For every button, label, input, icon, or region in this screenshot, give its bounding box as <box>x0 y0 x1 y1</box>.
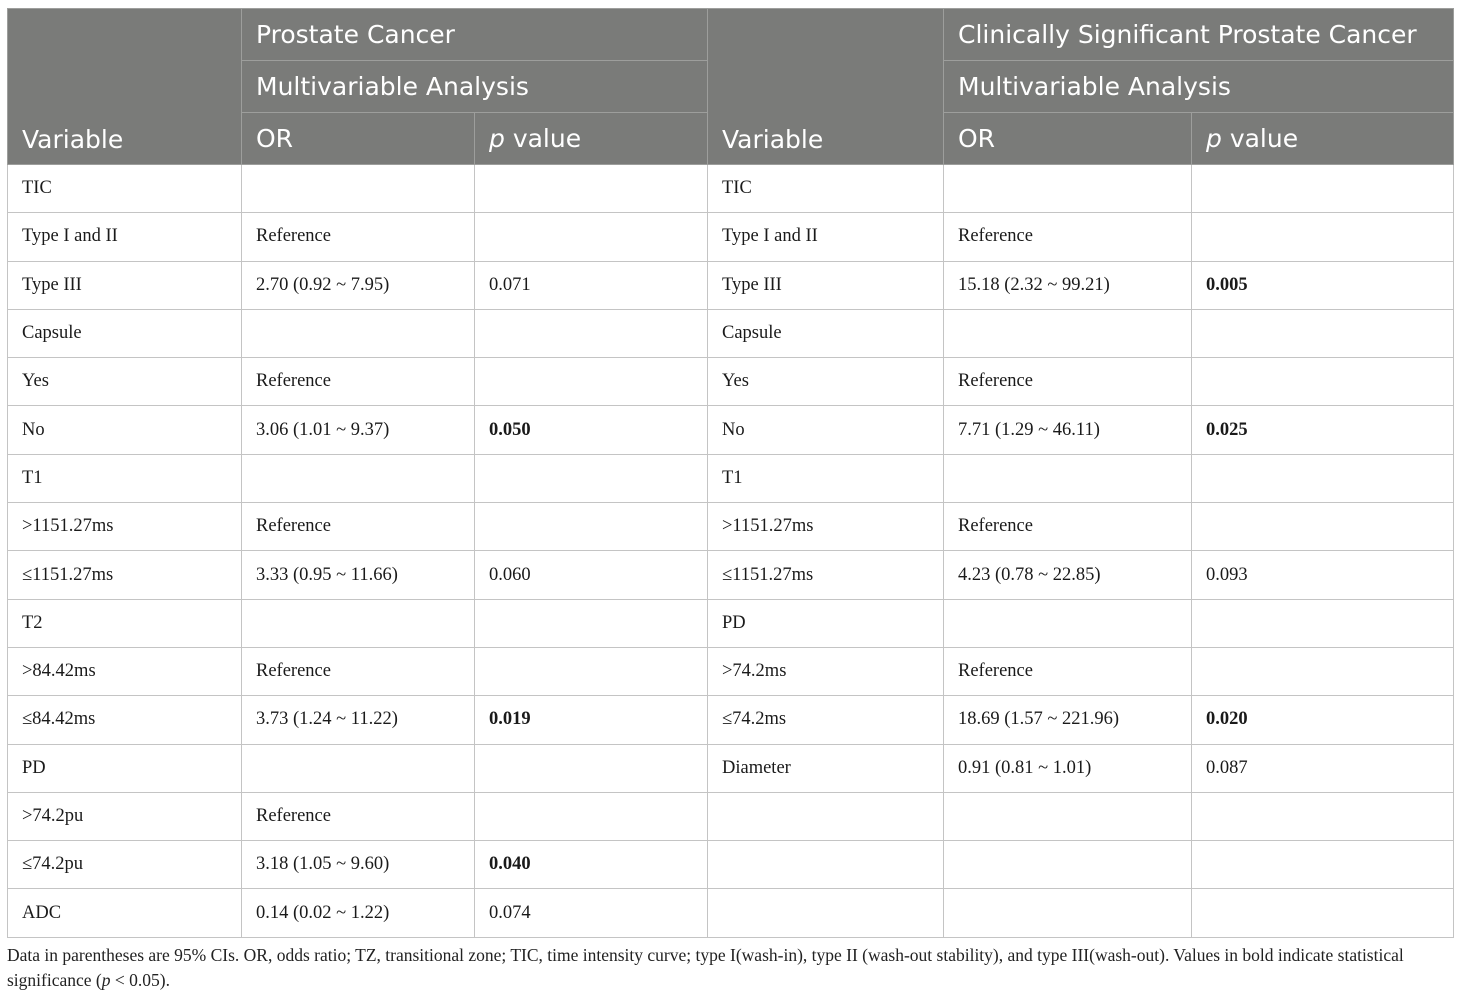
right-variable-cell <box>708 792 944 840</box>
table-row <box>8 406 1454 454</box>
right-variable-cell: PD <box>708 599 944 647</box>
right-variable-cell: ≤74.2ms <box>708 696 944 744</box>
table-row <box>8 213 1454 261</box>
left-or-cell <box>242 744 475 792</box>
left-variable-cell: Capsule <box>8 309 242 357</box>
left-or-cell <box>242 165 475 213</box>
left-p-cell <box>475 599 708 647</box>
table-row <box>8 551 1454 599</box>
right-p-header: p value <box>1192 113 1454 165</box>
left-variable-cell: PD <box>8 744 242 792</box>
right-or-cell <box>944 841 1192 889</box>
left-p-cell: 0.060 <box>475 551 708 599</box>
table-row <box>8 744 1454 792</box>
left-or-header: OR <box>242 113 475 165</box>
left-or-cell <box>242 454 475 502</box>
left-p-cell <box>475 454 708 502</box>
table-row <box>8 889 1454 937</box>
left-variable-cell: >1151.27ms <box>8 503 242 551</box>
left-variable-cell: ≤84.42ms <box>8 696 242 744</box>
right-or-cell: Reference <box>944 503 1192 551</box>
results-table <box>7 8 1454 938</box>
left-or-cell: Reference <box>242 503 475 551</box>
right-or-cell: 15.18 (2.32 ~ 99.21) <box>944 261 1192 309</box>
right-p-cell <box>1192 358 1454 406</box>
right-or-cell <box>944 454 1192 502</box>
right-variable-cell <box>708 889 944 937</box>
right-or-cell: 4.23 (0.78 ~ 22.85) <box>944 551 1192 599</box>
table-row <box>8 358 1454 406</box>
table-row <box>8 599 1454 647</box>
left-or-cell: Reference <box>242 213 475 261</box>
right-p-cell: 0.020 <box>1192 696 1454 744</box>
right-variable-cell: Type I and II <box>708 213 944 261</box>
left-or-cell: Reference <box>242 358 475 406</box>
right-p-cell <box>1192 454 1454 502</box>
left-p-cell <box>475 647 708 695</box>
left-variable-header: Variable <box>8 9 242 165</box>
left-variable-cell: ≤74.2pu <box>8 841 242 889</box>
left-p-cell: 0.074 <box>475 889 708 937</box>
left-p-cell <box>475 165 708 213</box>
left-variable-cell: Type I and II <box>8 213 242 261</box>
table-row <box>8 792 1454 840</box>
left-or-cell: 3.18 (1.05 ~ 9.60) <box>242 841 475 889</box>
left-p-cell: 0.019 <box>475 696 708 744</box>
table-body <box>8 165 1454 938</box>
right-or-cell: 0.91 (0.81 ~ 1.01) <box>944 744 1192 792</box>
left-p-cell: 0.071 <box>475 261 708 309</box>
right-variable-cell: Diameter <box>708 744 944 792</box>
left-variable-cell: >84.42ms <box>8 647 242 695</box>
right-or-cell: 18.69 (1.57 ~ 221.96) <box>944 696 1192 744</box>
right-p-cell: 0.025 <box>1192 406 1454 454</box>
right-group-title: Clinically Significant Prostate Cancer <box>944 9 1454 61</box>
left-or-cell: 3.73 (1.24 ~ 11.22) <box>242 696 475 744</box>
right-p-cell <box>1192 309 1454 357</box>
right-variable-cell: ≤1151.27ms <box>708 551 944 599</box>
right-or-header: OR <box>944 113 1192 165</box>
left-variable-cell: Yes <box>8 358 242 406</box>
right-p-cell <box>1192 599 1454 647</box>
left-p-cell: 0.050 <box>475 406 708 454</box>
left-p-cell <box>475 309 708 357</box>
left-or-cell: 0.14 (0.02 ~ 1.22) <box>242 889 475 937</box>
right-or-cell: 7.71 (1.29 ~ 46.11) <box>944 406 1192 454</box>
right-or-cell <box>944 792 1192 840</box>
left-or-cell: Reference <box>242 647 475 695</box>
left-variable-cell: >74.2pu <box>8 792 242 840</box>
right-p-cell: 0.087 <box>1192 744 1454 792</box>
left-variable-cell: TIC <box>8 165 242 213</box>
right-variable-header: Variable <box>708 9 944 165</box>
right-p-cell <box>1192 165 1454 213</box>
right-variable-cell <box>708 841 944 889</box>
right-variable-cell: Capsule <box>708 309 944 357</box>
right-or-cell: Reference <box>944 213 1192 261</box>
left-or-cell: 3.06 (1.01 ~ 9.37) <box>242 406 475 454</box>
right-or-cell: Reference <box>944 647 1192 695</box>
right-p-cell <box>1192 647 1454 695</box>
left-variable-cell: T1 <box>8 454 242 502</box>
left-p-cell <box>475 213 708 261</box>
table-row <box>8 696 1454 744</box>
table-row <box>8 165 1454 213</box>
right-variable-cell: No <box>708 406 944 454</box>
table-row <box>8 309 1454 357</box>
right-variable-cell: T1 <box>708 454 944 502</box>
table-footnote: Data in parentheses are 95% CIs. OR, odds ratio; TZ, transitional zone; TIC, time intensity curve; type I(wash-in), type II (wash-out stability), and type III(wash-out). Values in bold indicate statistical significance (p < 0.05). <box>7 945 1404 990</box>
right-variable-cell: Type III <box>708 261 944 309</box>
right-p-cell <box>1192 841 1454 889</box>
left-or-cell: Reference <box>242 792 475 840</box>
right-group-subtitle: Multivariable Analysis <box>944 61 1454 113</box>
right-or-cell: Reference <box>944 358 1192 406</box>
right-p-cell <box>1192 213 1454 261</box>
left-p-cell <box>475 792 708 840</box>
left-variable-cell: ADC <box>8 889 242 937</box>
right-or-cell <box>944 599 1192 647</box>
left-group-title: Prostate Cancer <box>242 9 708 61</box>
left-variable-cell: ≤1151.27ms <box>8 551 242 599</box>
left-variable-cell: T2 <box>8 599 242 647</box>
right-p-cell <box>1192 503 1454 551</box>
table-row <box>8 503 1454 551</box>
table-row <box>8 454 1454 502</box>
left-p-cell: 0.040 <box>475 841 708 889</box>
right-variable-cell: >1151.27ms <box>708 503 944 551</box>
left-or-cell: 2.70 (0.92 ~ 7.95) <box>242 261 475 309</box>
right-p-cell: 0.093 <box>1192 551 1454 599</box>
right-or-cell <box>944 889 1192 937</box>
right-variable-cell: TIC <box>708 165 944 213</box>
left-variable-cell: Type III <box>8 261 242 309</box>
right-or-cell <box>944 165 1192 213</box>
right-p-cell <box>1192 792 1454 840</box>
right-p-cell <box>1192 889 1454 937</box>
left-or-cell <box>242 599 475 647</box>
table-row <box>8 647 1454 695</box>
right-variable-cell: Yes <box>708 358 944 406</box>
left-p-cell <box>475 744 708 792</box>
left-p-cell <box>475 358 708 406</box>
table-row <box>8 261 1454 309</box>
left-p-cell <box>475 503 708 551</box>
left-group-subtitle: Multivariable Analysis <box>242 61 708 113</box>
left-variable-cell: No <box>8 406 242 454</box>
right-variable-cell: >74.2ms <box>708 647 944 695</box>
right-p-cell: 0.005 <box>1192 261 1454 309</box>
left-or-cell <box>242 309 475 357</box>
left-p-header: p value <box>475 113 708 165</box>
table-row <box>8 841 1454 889</box>
left-or-cell: 3.33 (0.95 ~ 11.66) <box>242 551 475 599</box>
right-or-cell <box>944 309 1192 357</box>
